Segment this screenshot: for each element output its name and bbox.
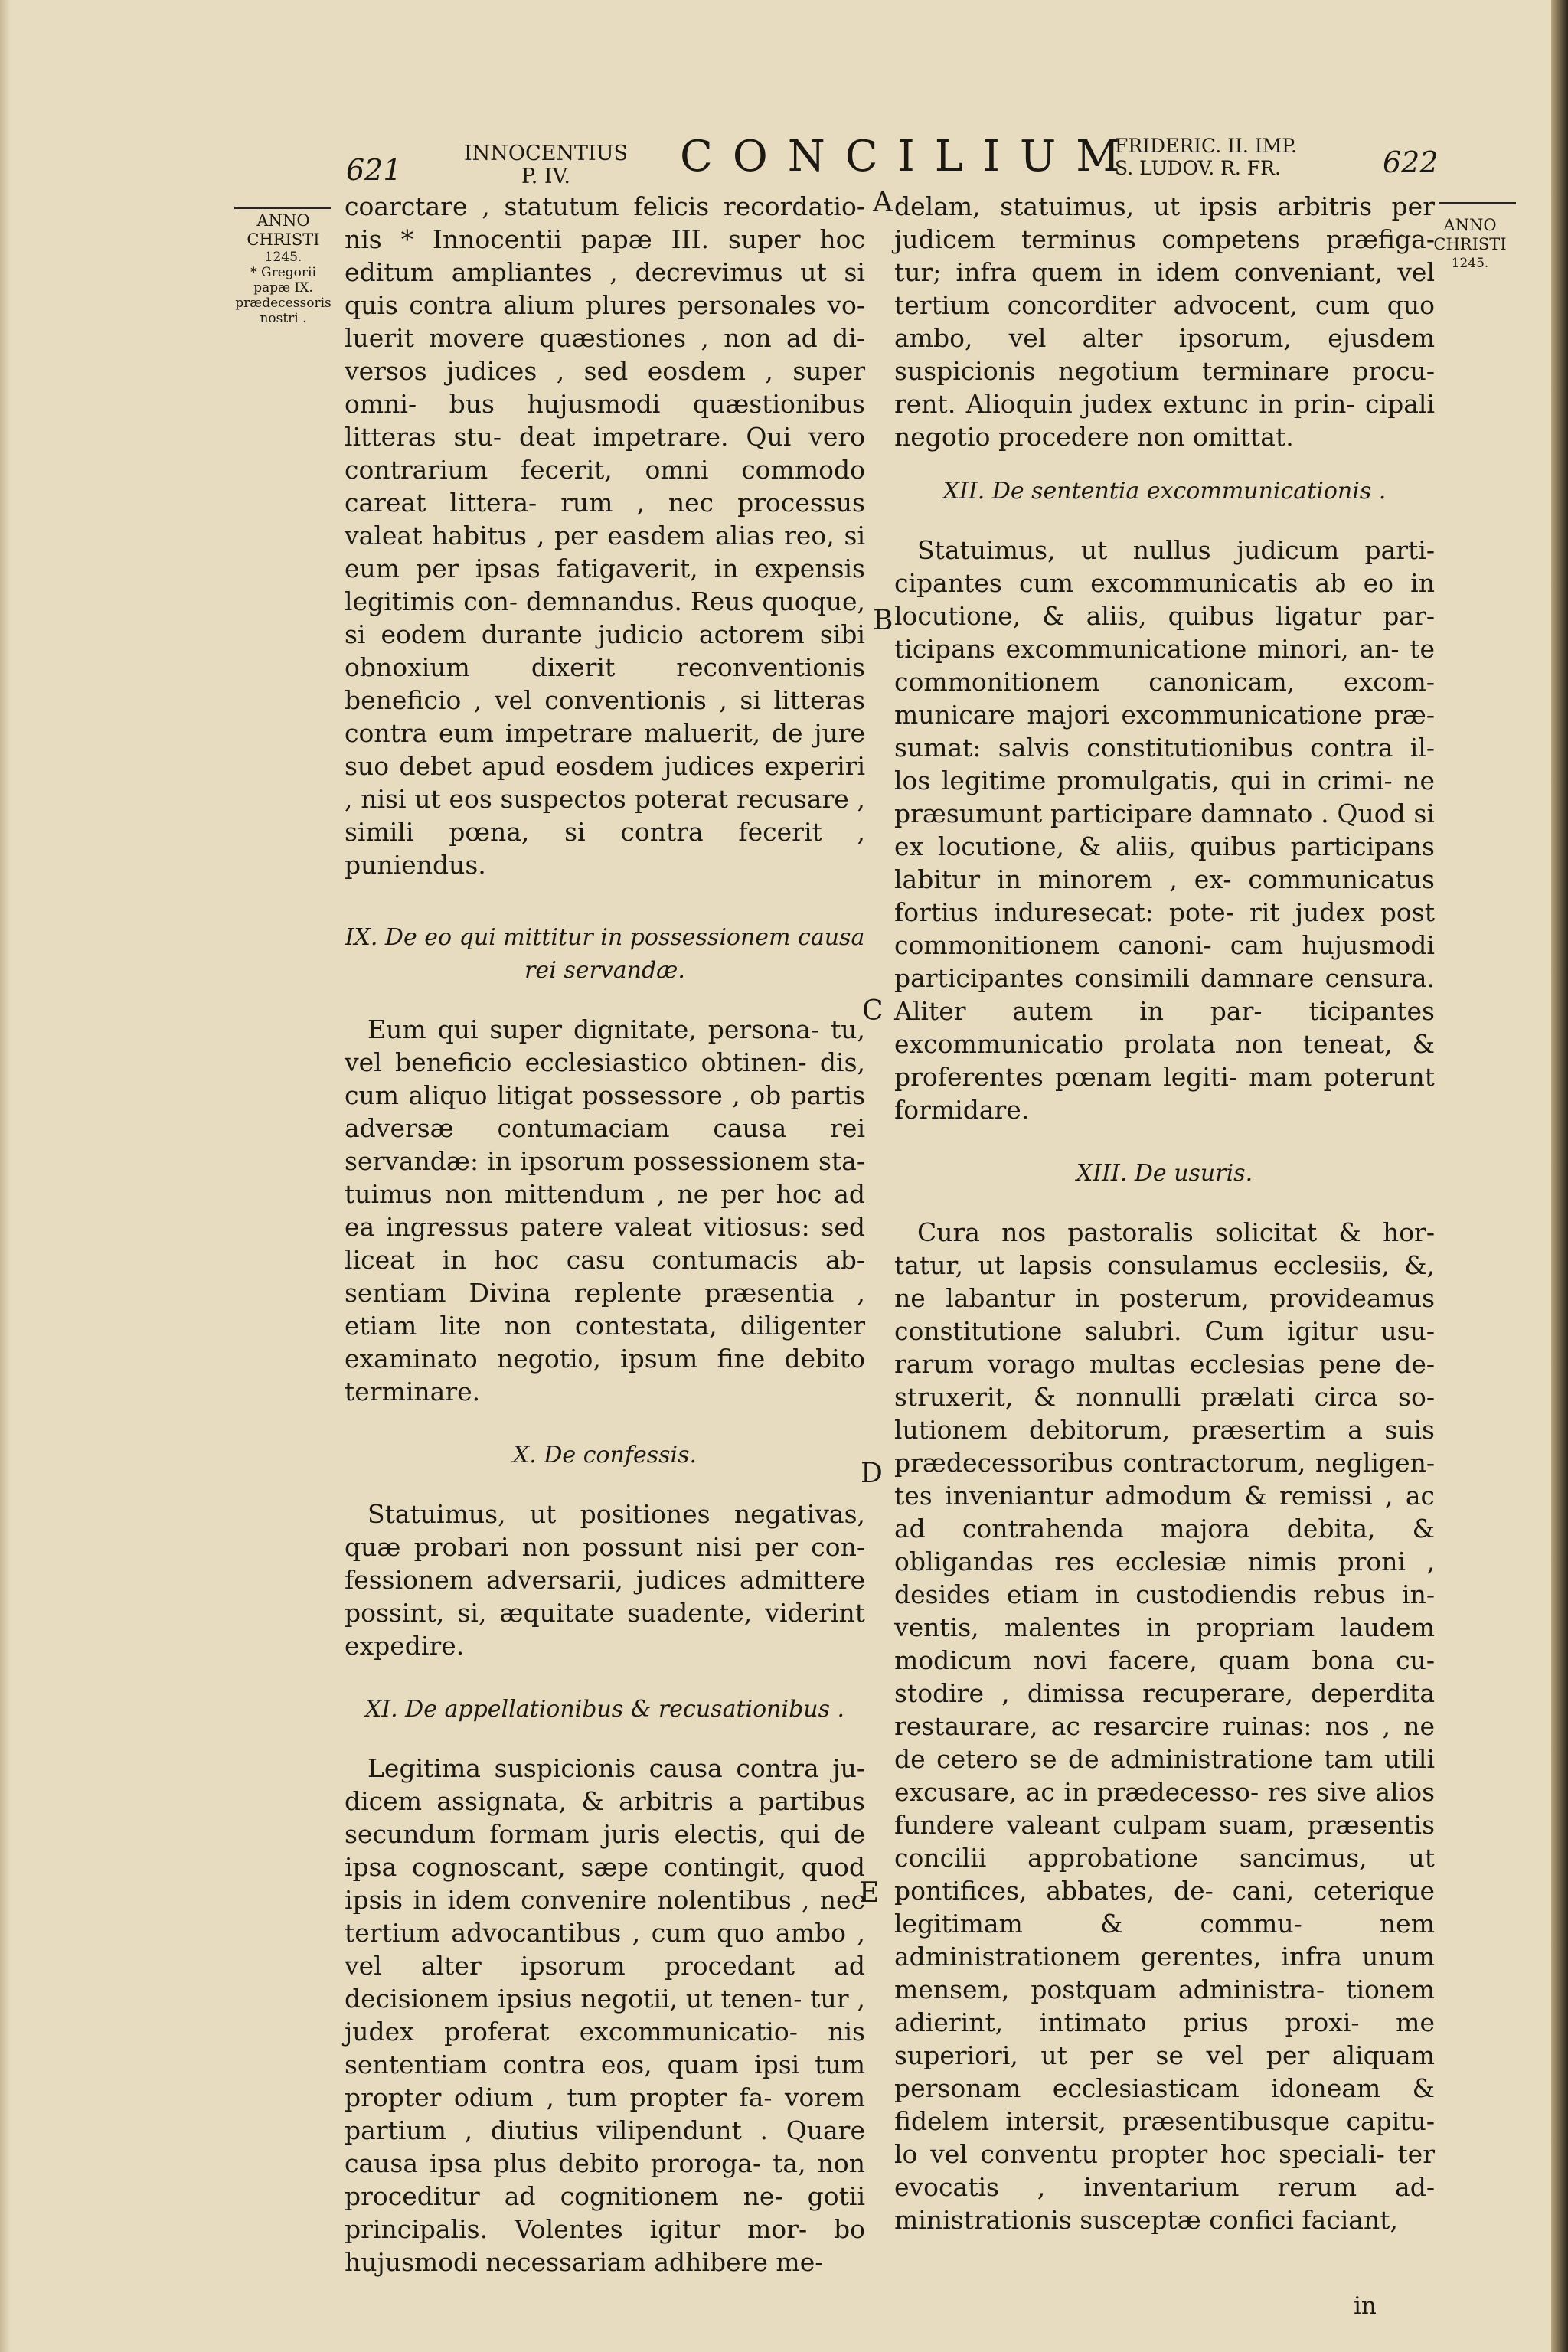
margin-note-line: * Gregorii xyxy=(250,265,316,280)
paragraph: Statuimus, ut nullus judicum parti- cipantes cum excommunicatis ab eo in locutione, & aliis, quibus ligatur par- ticipans excommunicatione minori, an- te commonitionem canonicam, excom- municare majori excommunicatione præ- sumat: salvis constitutionibus contra il- los legitime promulgatis, qui in crimi- ne præsumunt participare damnato . Quod si ex locutione, & aliis, quibus participans labitur in minorem , ex- communicatus fortius induresecat: pote- rit judex post commonitionem canoni- cam hujusmodi participantes consimili damnare censura. Aliter autem in par- ticipantes excommunicatio prolata non teneat, & proferentes pœnam legiti- mam poterunt formidare. xyxy=(894,535,1435,1125)
paragraph: coarctare , statutum felicis recordatio- nis * Innocentii papæ III. super hoc editum ampliantes , decrevimus ut si quis contra alium plures personales vo- luerit movere quæstiones , non ad di- versos judices , sed eosdem , super omni- bus hujusmodi quæstionibus litteras stu- deat impetrare. Qui vero contrarium fecerit, omni commodo careat littera- rum , nec processus valeat habitus , per easdem alias reo, si eum per ipsas fatigaverit, in expensis legitimis con- demnandus. Reus quoque, si eodem durante judicio actorem sibi obnoxium dixerit reconventionis beneficio , vel conventionis , si litteras contra eum impetrare maluerit, de jure suo debet apud eosdem judices experiri , nisi ut eos suspectos poterat recusare , simili pœna, si contra fecerit , puniendus. xyxy=(345,191,865,880)
running-head-left-line: P. IV. xyxy=(521,165,570,188)
running-head-left-line: INNOCENTIUS xyxy=(464,142,628,165)
margin-anno: ANNO xyxy=(1443,216,1497,234)
running-head-right-line: FRIDERIC. II. IMP. xyxy=(1115,135,1297,157)
section-heading: X. De confessis. xyxy=(512,1442,697,1468)
margin-anno: ANNO xyxy=(256,211,310,230)
folio-right: 622 xyxy=(1383,145,1439,179)
paragraph: Eum qui super dignitate, persona- tu, vel beneficio ecclesiastico obtinen- dis, cum aliquo litigat possessore , ob partis adversæ contumaciam causa rei servandæ: in ipsorum possessionem sta- tuimus non mittendum , ne per hoc ad ea ingressus patere valeat vitiosus: sed liceat in hoc casu contumacis ab- sentiam Divina replente præsentia , etiam lite non contestata, diligenter examinato negotio, ipsum fine debito terminare. xyxy=(345,1014,865,1406)
running-head-left xyxy=(464,142,628,188)
page-gutter xyxy=(0,0,11,2352)
margin-christi: CHRISTI xyxy=(1433,235,1507,253)
margin-note-line: papæ IX. xyxy=(253,280,313,296)
left-column xyxy=(345,190,865,2278)
page-title: CONCILIUM xyxy=(680,132,1140,181)
margin-rule-right xyxy=(1439,202,1516,204)
page-edge-shadow xyxy=(1551,0,1568,2352)
right-column xyxy=(894,190,1435,2236)
section-mark-d: D xyxy=(861,1458,883,1489)
running-head-right xyxy=(1115,135,1297,179)
margin-note-left xyxy=(230,211,337,326)
section-heading: XIII. De usuris. xyxy=(1076,1160,1253,1187)
section-mark-e: E xyxy=(859,1877,880,1909)
paragraph: Cura nos pastoralis solicitat & hor- tatur, ut lapsis consulamus ecclesiis, &, ne labantur in posterum, provideamus constitutione salubri. Cum igitur usu- rarum vorago multas ecclesias pene de- struxerit, & nonnulli prælati circa so- lutionem debitorum, præsertim a suis prædecessoribus contractorum, negligen- tes inveniantur admodum & remissi , ac ad contrahenda majora debita, & obligandas res ecclesiæ nimis proni , desides etiam in custodiendis rebus in- ventis, malentes in propriam laudem modicum novi facere, quam bona cu- stodire , dimissa recuperare, deperdita restaurare, ac resarcire ruinas: nos , ne de cetero se de administratione tam utili excusare, ac in prædecesso- res sive alios fundere valeant culpam suam, præsentis concilii approbatione sancimus, ut pontifices, abbates, de- cani, ceterique legitimam & commu- nem administrationem gerentes, infra unum mensem, postquam administra- tionem adierint, intimato prius proxi- me superiori, ut per se vel per aliquam personam ecclesiasticam idoneam & fidelem intersit, præsentibusque capitu- lo vel conventu propter hoc speciali- ter evocatis , inventarium rerum ad- ministrationis susceptæ confici faciant, xyxy=(894,1217,1435,2235)
paragraph: Legitima suspicionis causa contra ju- dicem assignata, & arbitris a partibus secundum formam juris electis, qui de ipsa cognoscant, sæpe contingit, quod ipsis in idem convenire nolentibus , nec tertium advocantibus , cum quo ambo , vel alter ipsorum procedant ad decisionem ipsius negotii, ut tenen- tur , judex proferat excommunicatio- nis sententiam contra eos, quam ipsi tum propter odium , tum propter fa- vorem partium , diutius vilipendunt . Quare causa ipsa plus debito proroga- ta, non proceditur ad cognitionem ne- gotii principalis. Volentes igitur mor- bo hujusmodi necessariam adhibere me- xyxy=(345,1753,865,2277)
section-heading: XI. De appellationibus & recusationibus . xyxy=(364,1696,845,1723)
paragraph: delam, statuimus, ut ipsis arbitris per judicem terminus competens præfiga- tur; infra quem in idem conveniant, vel tertium concorditer advocent, cum quo ambo, vel alter ipsorum, ejusdem suspicionis negotium terminare procu- rent. Alioquin judex extunc in prin- cipali negotio procedere non omittat. xyxy=(894,191,1435,452)
catchword: in xyxy=(1354,2292,1377,2320)
paragraph: Statuimus, ut positiones negativas, quæ probari non possunt nisi per con- fessionem adversarii, judices admittere possint, si, æquitate suadente, viderint expedire. xyxy=(345,1499,865,1661)
running-head-right-line: S. LUDOV. R. FR. xyxy=(1115,157,1281,179)
section-mark-b: B xyxy=(873,605,893,636)
section-mark-a: A xyxy=(873,187,893,218)
section-heading: XII. De sententia excommunicationis . xyxy=(942,478,1387,505)
section-heading: IX. De eo qui mittitur in possessionem causa rei servandæ. xyxy=(345,924,865,984)
margin-note-line: nostri . xyxy=(260,311,307,326)
margin-christi: CHRISTI xyxy=(247,230,320,249)
folio-left: 621 xyxy=(346,153,402,187)
margin-year: 1245. xyxy=(1451,256,1489,271)
margin-note-line: prædecessoris xyxy=(235,296,332,311)
section-mark-c: C xyxy=(862,995,884,1027)
margin-year: 1245. xyxy=(264,250,302,265)
margin-note-right xyxy=(1432,216,1508,273)
margin-rule-left xyxy=(234,207,331,209)
